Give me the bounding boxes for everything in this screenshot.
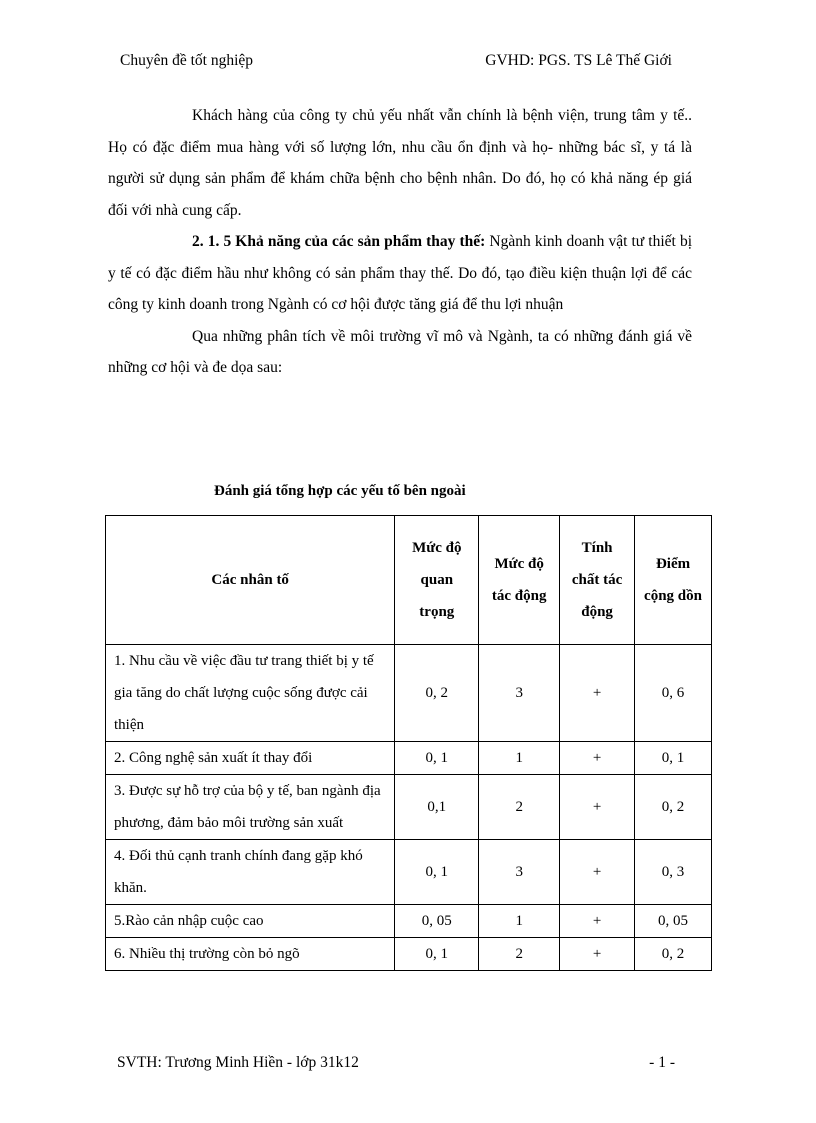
table-title: Đánh giá tổng hợp các yếu tố bên ngoài (214, 483, 466, 499)
external-factors-table (105, 515, 712, 971)
score-cell: 0, 3 (635, 840, 712, 905)
header-score: Điểm cộng dồn (635, 516, 712, 645)
impact-cell: 3 (479, 645, 560, 742)
score-cell: 0, 2 (635, 775, 712, 840)
paragraph-analysis-intro: Qua những phân tích về môi trường vĩ mô và Ngành, ta có những đánh giá về những cơ hội và đe dọa sau: (108, 327, 692, 376)
impact-cell: 1 (479, 905, 560, 938)
nature-cell: + (560, 840, 635, 905)
header-nature: Tính chất tác động (560, 516, 635, 645)
header-advisor: GVHD: PGS. TS Lê Thế Giới (485, 52, 672, 69)
paragraph-customers: Khách hàng của công ty chủ yếu nhất vẫn chính là bệnh viện, trung tâm y tế.. Họ có đặc điểm mua hàng với số lượng lớn, nhu cầu ổn định và họ- những bác sĩ, y tá là người sử dụng sản phẩm để khám chữa bệnh cho bệnh nhân. Do đó, họ có khả năng ép giá đối với nhà cung cấp. (108, 107, 692, 219)
nature-cell: + (560, 938, 635, 971)
score-cell: 0, 6 (635, 645, 712, 742)
importance-cell: 0, 1 (395, 742, 479, 775)
impact-cell: 2 (479, 775, 560, 840)
page-footer (117, 1054, 675, 1072)
nature-cell: + (560, 645, 635, 742)
nature-cell: + (560, 775, 635, 840)
paragraph-substitutes (108, 226, 692, 321)
header-title: Chuyên đề tốt nghiệp (120, 52, 254, 69)
header-impact: Mức độ tác động (479, 516, 560, 645)
table-row (106, 775, 712, 840)
score-cell: 0, 05 (635, 905, 712, 938)
header-importance: Mức độ quan trọng (395, 516, 479, 645)
page-header (120, 52, 672, 70)
nature-cell: + (560, 742, 635, 775)
section-body-2-1-5: Ngành kinh doanh vật tư thiết bị y tế có đặc điểm hầu như không có sản phẩm thay thế. Do đó, tạo điều kiện thuận lợi để các công ty kinh doanh trong Ngành có cơ hội được tăng giá để thu lợi nhuận (108, 233, 692, 313)
table-row (106, 905, 712, 938)
page-number: - 1 - (649, 1054, 675, 1071)
table-row (106, 645, 712, 742)
nature-cell: + (560, 905, 635, 938)
importance-cell: 0, 1 (395, 938, 479, 971)
impact-cell: 3 (479, 840, 560, 905)
impact-cell: 2 (479, 938, 560, 971)
header-factors: Các nhân tố (106, 516, 395, 645)
importance-cell: 0,1 (395, 775, 479, 840)
table-row (106, 938, 712, 971)
factor-cell: 1. Nhu cầu về việc đầu tư trang thiết bị y tế gia tăng do chất lượng cuộc sống được cải thiện (106, 645, 395, 742)
factor-cell: 4. Đối thủ cạnh tranh chính đang gặp khó khăn. (106, 840, 395, 905)
factor-cell: 3. Được sự hỗ trợ của bộ y tế, ban ngành địa phương, đảm bảo môi trường sản xuất (106, 775, 395, 840)
table-row (106, 742, 712, 775)
importance-cell: 0, 2 (395, 645, 479, 742)
footer-student: SVTH: Trương Minh Hiền - lớp 31k12 (117, 1054, 359, 1071)
score-cell: 0, 2 (635, 938, 712, 971)
importance-cell: 0, 05 (395, 905, 479, 938)
impact-cell: 1 (479, 742, 560, 775)
score-cell: 0, 1 (635, 742, 712, 775)
importance-cell: 0, 1 (395, 840, 479, 905)
factor-cell: 2. Công nghệ sản xuất ít thay đổi (106, 742, 395, 775)
document-body (108, 100, 692, 384)
section-heading-2-1-5: 2. 1. 5 Khả năng của các sản phẩm thay thế: (192, 233, 486, 250)
factor-cell: 5.Rào cản nhập cuộc cao (106, 905, 395, 938)
factor-cell: 6. Nhiều thị trường còn bỏ ngõ (106, 938, 395, 971)
table-row (106, 840, 712, 905)
table-header-row (106, 516, 712, 645)
